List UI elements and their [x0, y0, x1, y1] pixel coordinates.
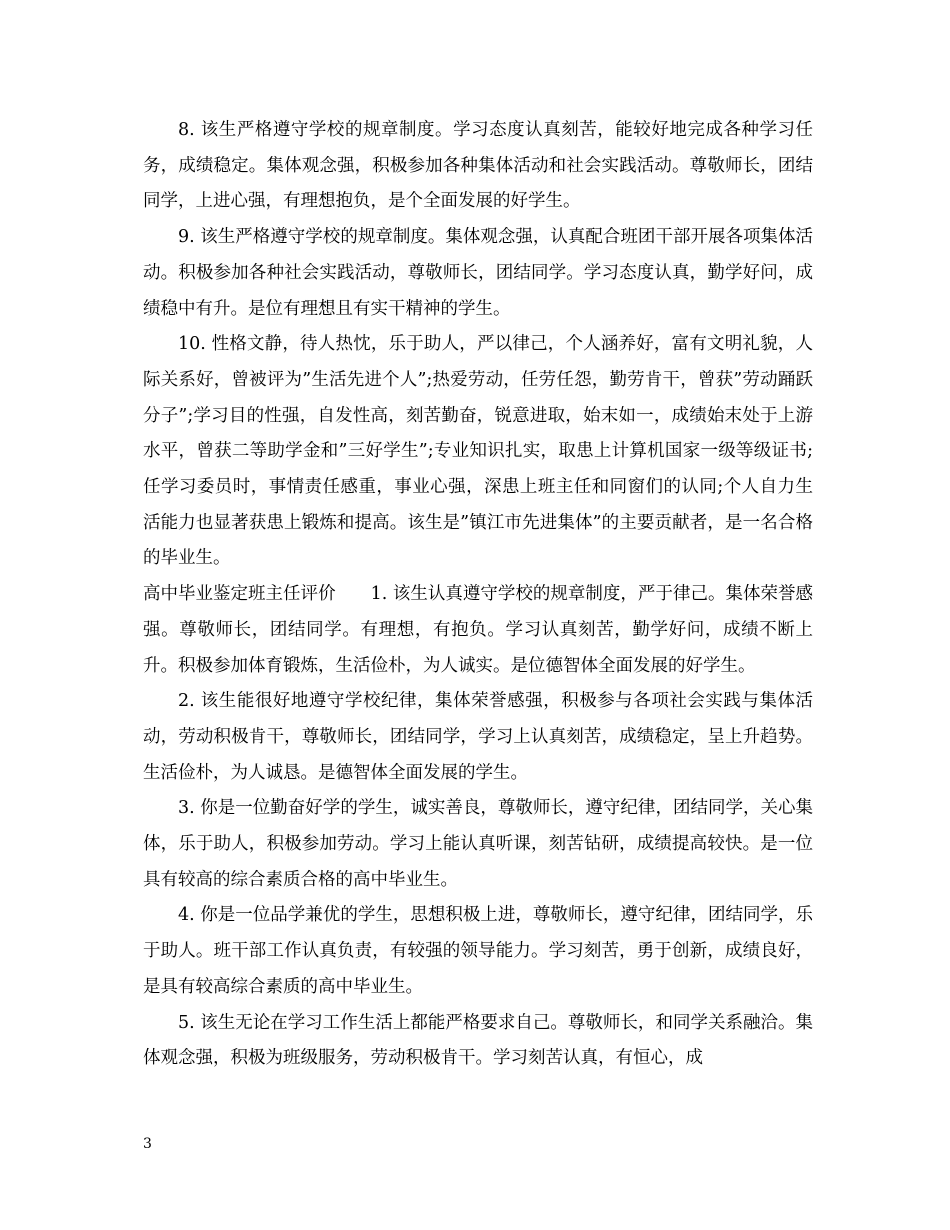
paragraph-9: 9. 该生严格遵守学校的规章制度。集体观念强，认真配合班团干部开展各项集体活动。积极参加各种社会实践活动，尊敬师长，团结同学。学习态度认真，勤学好问，成绩稳中有升。是位有理想且有实干精神的学生。 [143, 227, 813, 319]
document-body [143, 113, 813, 1077]
paragraph-4: 4. 你是一位品学兼优的学生，思想积极上进，尊敬师长，遵守纪律，团结同学，乐于助人。班干部工作认真负责，有较强的领导能力。学习刻苦，勇于创新，成绩良好，是具有较高综合素质的高中毕业生。 [143, 905, 813, 997]
paragraph-3: 3. 你是一位勤奋好学的学生，诚实善良，尊敬师长，遵守纪律，团结同学，关心集体，乐于助人，积极参加劳动。学习上能认真听课，刻苦钻研，成绩提高较快。是一位具有较高的综合素质合格的高中毕业生。 [143, 798, 813, 890]
paragraph-2: 2. 该生能很好地遵守学校纪律，集体荣誉感强，积极参与各项社会实践与集体活动，劳动积极肯干，尊敬师长，团结同学，学习上认真刻苦，成绩稳定，呈上升趋势。生活俭朴，为人诚恳。是德智体全面发展的学生。 [143, 691, 813, 783]
section-heading-paragraph-1: 高中毕业鉴定班主任评价 1. 该生认真遵守学校的规章制度，严于律己。集体荣誉感强。尊敬师长，团结同学。有理想，有抱负。学习认真刻苦，勤学好问，成绩不断上升。积极参加体育锻炼，生活俭朴，为人诚实。是位德智体全面发展的好学生。 [143, 584, 813, 676]
page-number: 3 [143, 1136, 152, 1152]
paragraph-8: 8. 该生严格遵守学校的规章制度。学习态度认真刻苦，能较好地完成各种学习任务，成绩稳定。集体观念强，积极参加各种集体活动和社会实践活动。尊敬师长，团结同学，上进心强，有理想抱负，是个全面发展的好学生。 [143, 120, 813, 212]
paragraph-5: 5. 该生无论在学习工作生活上都能严格要求自己。尊敬师长，和同学关系融洽。集体观念强，积极为班级服务，劳动积极肯干。学习刻苦认真，有恒心，成 [143, 1012, 813, 1069]
paragraph-10: 10. 性格文静，待人热忱，乐于助人，严以律己，个人涵养好，富有文明礼貌，人际关系好，曾被评为”生活先进个人”;热爱劳动，任劳任怨，勤劳肯干，曾获”劳动踊跃分子”;学习目的性强，自发性高，刻苦勤奋，锐意进取，始末如一，成绩始末处于上游水平，曾获二等助学金和”三好学生”;专业知识扎实，取患上计算机国家一级等级证书;任学习委员时，事情责任感重，事业心强，深患上班主任和同窗们的认同;个人自力生活能力也显著获患上锻炼和提高。该生是”镇江市先进集体”的主要贡献者，是一名合格的毕业生。 [143, 334, 813, 569]
